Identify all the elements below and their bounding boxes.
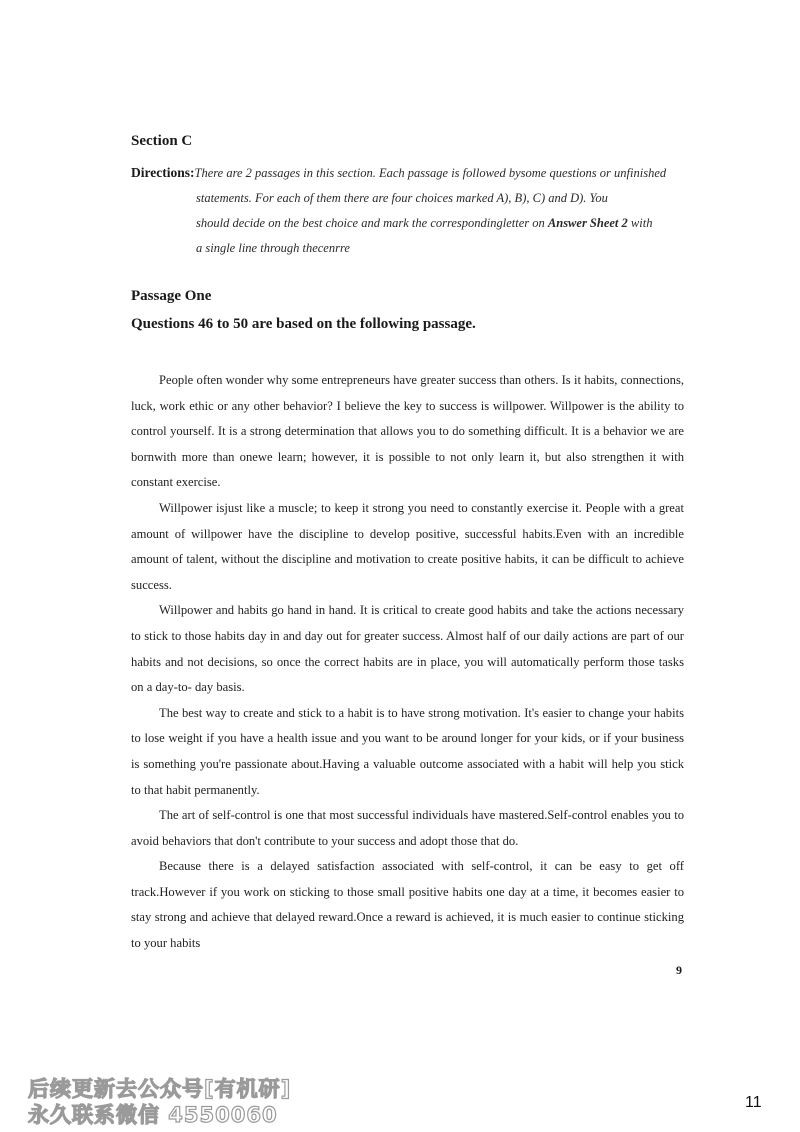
- directions-label: Directions:: [131, 165, 195, 180]
- passage-paragraph: The art of self-control is one that most successful individuals have mastered.Self-control enables you to avoid behaviors that don't contribute to your success and adopt those that do.: [131, 808, 684, 848]
- directions-line-3: [131, 211, 687, 236]
- corner-page-number: 11: [745, 1094, 762, 1111]
- passage-text: [131, 368, 684, 957]
- directions-line-1: There are 2 passages in this section. Each passage is followed bysome questions or unfinished: [194, 166, 667, 180]
- questions-range: Questions 46 to 50 are based on the following passage.: [131, 316, 476, 332]
- page-number: 9: [676, 963, 682, 977]
- passage-title: Passage One: [131, 288, 212, 304]
- section-title: Section C: [131, 133, 193, 149]
- passage-paragraph: The best way to create and stick to a habit is to have strong motivation. It's easier to change your habits to lose weight if you have a health issue and you want to be around longer for your kids, or if your business is something you're passionate about.Having a valuable outcome associated with a habit will help you stick to that habit permanently.: [131, 705, 684, 797]
- passage-paragraph: Because there is a delayed satisfaction associated with self-control, it can be easy to get off track.However if you work on sticking to those small positive habits one day at a time, it becomes easier to stay strong and achieve that delayed reward.Once a reward is achieved, it is much easier to continue sticking to your habits: [131, 859, 684, 951]
- watermark-line-2: 永久联系微信 4550060: [28, 1103, 278, 1127]
- passage-paragraph: People often wonder why some entrepreneurs have greater success than others. Is it habits, connections, luck, work ethic or any other behavior? I believe the key to success is willpower. Willpower is the ability to control yourself. It is a strong determination that allows you to do something difficult. It is a behavior we are bornwith more than onewe learn; however, it is possible to not only learn it, but also strengthen it with constant exercise.: [131, 373, 684, 490]
- watermark-line-1: 后续更新去公众号[有机研]: [28, 1077, 292, 1101]
- directions-line-3-start: should decide on the best choice and mark the correspondingletter on: [196, 216, 548, 230]
- directions-line-4: a single line through thecenrre: [196, 241, 350, 255]
- directions-first-line: [131, 160, 687, 186]
- watermark: [28, 1076, 291, 1128]
- passage-paragraph: Willpower and habits go hand in hand. It is critical to create good habits and take the actions necessary to stick to those habits day in and day out for greater success. Almost half of our daily actions are part of our habits and not decisions, so once the correct habits are in place, you will automatically perform those tasks on a day-to- day basis.: [131, 603, 684, 695]
- directions-line-3-end: with: [627, 216, 653, 230]
- directions-line-2: statements. For each of them there are four choices marked A), B), C) and D). You: [196, 191, 608, 205]
- directions-block: [131, 160, 687, 261]
- passage-paragraph: Willpower isjust like a muscle; to keep it strong you need to constantly exercise it. People with a great amount of willpower have the discipline to develop positive, successful habits.Even with an incredible amount of talent, without the discipline and motivation to create positive habits, it can be difficult to achieve success.: [131, 500, 684, 592]
- answer-sheet-reference: Answer Sheet 2: [547, 216, 628, 230]
